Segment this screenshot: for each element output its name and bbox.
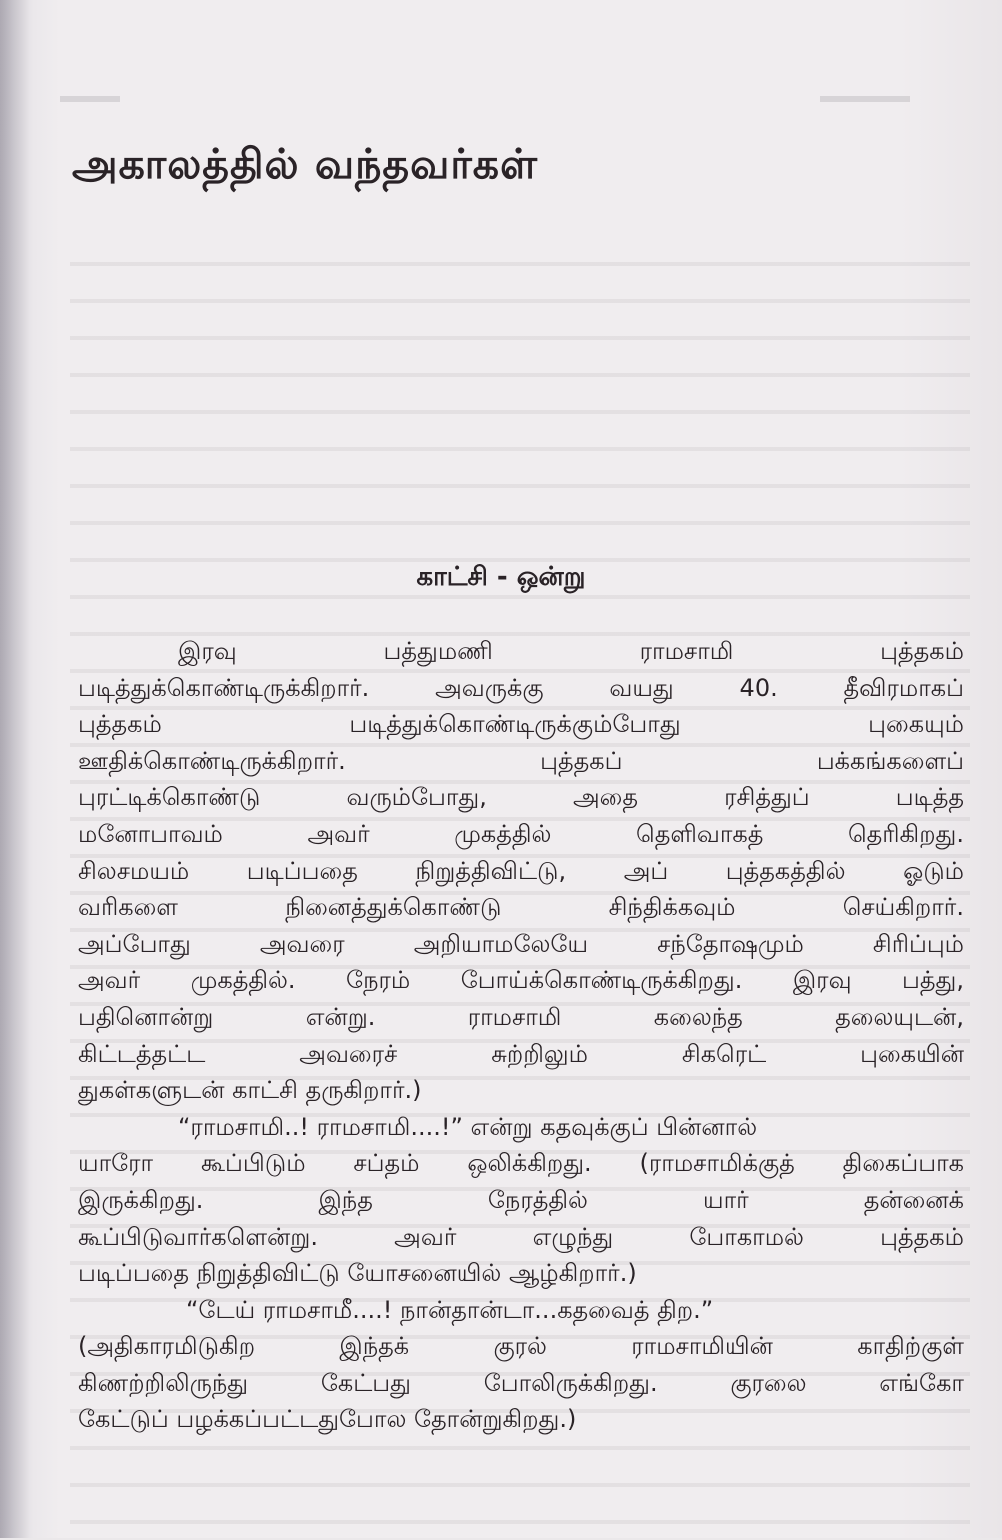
text-line: “ராமசாமி..! ராமசாமி....!” என்று கதவுக்குப் பின்னால் — [178, 1112, 758, 1141]
word: முகத்தில். — [190, 966, 296, 995]
word: அவர் — [78, 966, 141, 995]
word: வரும்போது, — [346, 783, 487, 812]
word: அறியாமலேயே — [413, 929, 589, 958]
text-line — [78, 779, 964, 816]
word: ராமசாமி — [639, 637, 734, 665]
word: பக்கங்களைப் — [816, 746, 964, 775]
word: முகத்தில் — [454, 819, 552, 848]
word: சிரிப்பும் — [872, 929, 964, 958]
text-line — [78, 999, 964, 1036]
word: கிட்டத்தட்ட — [78, 1039, 206, 1068]
word: அவர் — [394, 1222, 457, 1251]
text-line: படிப்பதை நிறுத்திவிட்டு யோசனையில் ஆழ்கிறார்.) — [78, 1259, 637, 1288]
text-line — [78, 889, 964, 926]
scene-heading: காட்சி - ஒன்று — [416, 562, 586, 592]
text-line — [78, 743, 964, 780]
word: என்று. — [305, 1002, 376, 1031]
word: எங்கோ — [879, 1368, 964, 1397]
word: சிலசமயம் — [78, 856, 190, 885]
word: சிந்திக்கவும் — [608, 893, 736, 922]
word: ராமசாமியின் — [631, 1332, 773, 1361]
word: அதை — [573, 783, 639, 812]
word: புத்தகம் — [880, 1222, 964, 1251]
word: அவருக்கு — [435, 673, 544, 702]
word: தன்னைக் — [863, 1185, 964, 1214]
text-line — [78, 1036, 964, 1073]
word: ஒலிக்கிறது. — [467, 1149, 592, 1178]
word: சந்தோஷமும் — [657, 929, 804, 958]
word: நினைத்துக்கொண்டு — [285, 893, 502, 922]
text-line — [78, 962, 964, 999]
word: திகைப்பாக — [842, 1149, 964, 1178]
bleed-through-mark — [60, 96, 120, 102]
spine-shadow — [0, 0, 30, 1538]
word: வரிகளை — [78, 893, 178, 922]
text-line — [78, 670, 964, 707]
word: புத்தகப் — [540, 746, 623, 775]
word: போலிருக்கிறது. — [483, 1368, 658, 1397]
word: குரலை — [730, 1368, 807, 1397]
text-line — [78, 1328, 964, 1365]
word: (அதிகாரமிடுகிற — [78, 1332, 256, 1361]
word: செய்கிறார். — [842, 893, 964, 922]
word: பதினொன்று — [78, 1002, 214, 1031]
word: புத்தகத்தில் — [725, 856, 846, 885]
text-line — [78, 633, 964, 670]
word: இரவு — [792, 966, 852, 995]
word: கலைந்த — [653, 1002, 743, 1031]
word: கிணற்றிலிருந்து — [78, 1368, 249, 1397]
word: தலையுடன், — [835, 1002, 964, 1031]
word: தெரிகிறது. — [847, 819, 964, 848]
word: இரவு — [178, 637, 237, 665]
word: கூப்பிடுவார்களென்று. — [78, 1222, 318, 1251]
word: ஓடும் — [903, 856, 964, 885]
page-title: அகாலத்தில் வந்தவர்கள் — [72, 140, 538, 188]
text-line — [78, 1145, 964, 1182]
text-line — [78, 1182, 964, 1219]
word: நிறுத்திவிட்டு, — [415, 856, 567, 885]
word: யார் — [703, 1185, 749, 1214]
word: அப்போது — [78, 929, 191, 958]
word: சிகரெட் — [681, 1039, 767, 1068]
word: 40. — [739, 673, 778, 702]
text-line: துகள்களுடன் காட்சி தருகிறார்.) — [78, 1076, 422, 1105]
word: புத்தகம் — [880, 637, 964, 665]
word: ஊதிக்கொண்டிருக்கிறார். — [78, 746, 346, 775]
word: அவர் — [307, 819, 370, 848]
word: புரட்டிக்கொண்டு — [78, 783, 261, 812]
word: படித்துக்கொண்டிருக்கும்போது — [349, 710, 681, 739]
word: இருக்கிறது. — [78, 1185, 204, 1214]
word: கேட்பது — [320, 1368, 411, 1397]
word: ராமசாமி — [467, 1002, 562, 1031]
word: பத்து, — [902, 966, 964, 995]
word: அப் — [623, 856, 669, 885]
word: யாரோ — [78, 1149, 154, 1178]
text-line — [78, 1219, 964, 1256]
word: எழுந்து — [532, 1222, 614, 1251]
word: புகையின் — [860, 1039, 964, 1068]
word: ரசித்துப் — [724, 783, 810, 812]
text-line — [78, 706, 964, 743]
word: (ராமசாமிக்குத் — [639, 1149, 795, 1178]
text-line — [78, 853, 964, 890]
text-line — [78, 1365, 964, 1402]
word: நேரம் — [346, 966, 411, 995]
word: போகாமல் — [689, 1222, 804, 1251]
body-text — [78, 633, 964, 1438]
text-line: “டேய் ராமசாமீ....! நான்தான்டா...கதவைத் திற.” — [186, 1295, 714, 1324]
word: புத்தகம் — [78, 710, 162, 739]
word: போய்க்கொண்டிருக்கிறது. — [460, 966, 743, 995]
word: படிப்பதை — [246, 856, 358, 885]
word: பத்துமணி — [383, 637, 493, 665]
text-line — [78, 816, 964, 853]
text-line: கேட்டுப் பழக்கப்பட்டதுபோல தோன்றுகிறது.) — [78, 1405, 577, 1434]
word: நேரத்தில் — [487, 1185, 588, 1214]
word: இந்தக் — [339, 1332, 410, 1361]
word: படித்த — [895, 783, 964, 812]
word: காதிற்குள் — [857, 1332, 964, 1361]
word: தீவிரமாகப் — [843, 673, 964, 702]
word: இந்த — [318, 1185, 373, 1214]
word: அவரை — [259, 929, 345, 958]
word: குரல் — [493, 1332, 547, 1361]
word: அவரைச் — [299, 1039, 398, 1068]
word: தெளிவாகத் — [636, 819, 764, 848]
bleed-through-mark — [820, 96, 910, 102]
word: சப்தம் — [353, 1149, 420, 1178]
text-line — [78, 926, 964, 963]
word: கூப்பிடும் — [200, 1149, 306, 1178]
word: சுற்றிலும் — [491, 1039, 588, 1068]
word: படித்துக்கொண்டிருக்கிறார். — [78, 673, 370, 702]
word: மனோபாவம் — [78, 819, 223, 848]
word: புகையும் — [868, 710, 964, 739]
word: வயது — [609, 673, 674, 702]
